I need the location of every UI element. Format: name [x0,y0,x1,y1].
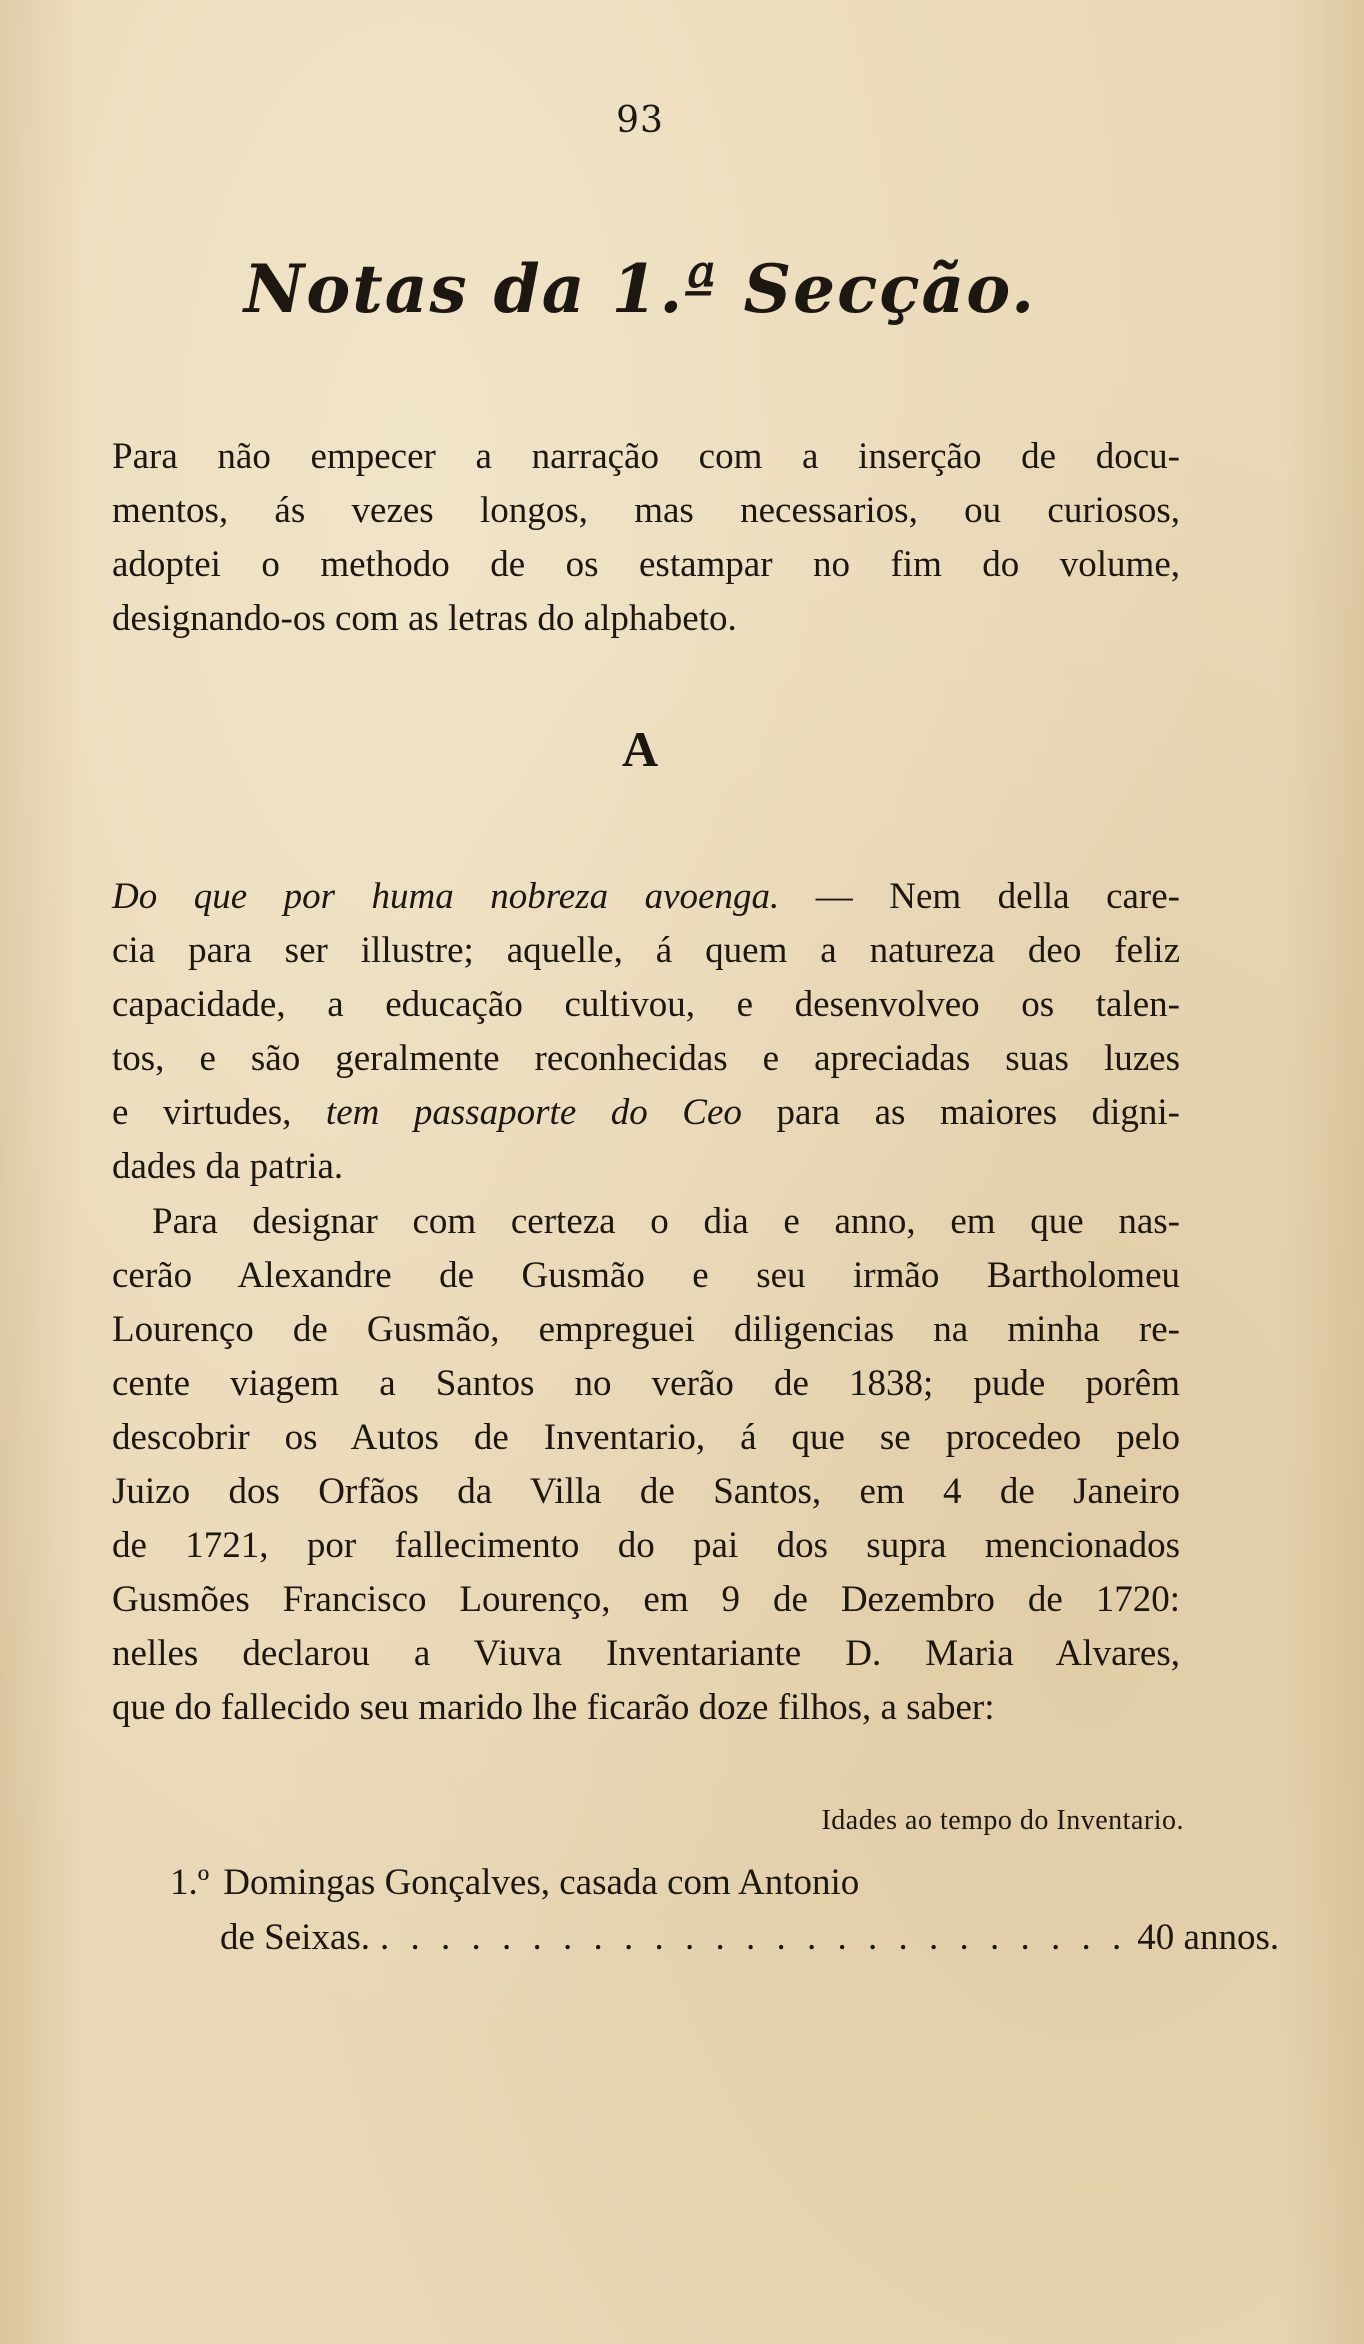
note-a-paragraph [112,870,1180,1194]
note-b-line: cente viagem a Santos no verão de 1838; pude porêm [112,1363,1180,1404]
page-number: 93 [616,100,664,141]
note-a-line: tos, e são geralmente reconhecidas e apreciadas suas luzes [112,1038,1180,1079]
note-a-line [112,870,1180,924]
note-a-line1-rest: — Nem della care- [779,876,1180,917]
intro-line: adoptei o methodo de os estampar no fim do volume, [112,544,1180,585]
section-title: Notas da 1.ª Secção. [243,250,1037,328]
intro-line: Para não empecer a narração com a inserção de docu- [112,436,1180,477]
intro-line: mentos, ás vezes longos, mas necessarios, ou curiosos, [112,490,1180,531]
note-a-line5-pre: e virtudes, [112,1092,326,1133]
note-letter-heading: A [621,721,659,777]
child-name-line1: Domingas Gonçalves, casada com Antonio [223,1862,860,1903]
note-b-line: Gusmões Francisco Lourenço, em 9 de Dezembro de 1720: [112,1579,1180,1620]
note-b-line: Juizo dos Orfãos da Villa de Santos, em 4 de Janeiro [112,1471,1180,1512]
note-a-line [112,1086,1180,1140]
note-b-line: Para designar com certeza o dia e anno, em que nas- [152,1201,1180,1242]
note-a-line5-post: para as maiores digni- [741,1092,1180,1133]
note-b-paragraph [112,1195,1180,1735]
note-a-italic-lead: Do que por huma nobreza avoenga. [112,876,780,917]
child-name-line2: de Seixas. [220,1917,371,1958]
note-a-line: dades da patria. [112,1146,344,1187]
ages-column-header: Idades ao tempo do Inventario. [821,1805,1184,1836]
child-entry-row2 [170,1910,1280,1965]
note-b-line: cerão Alexandre de Gusmão e seu irmão Bartholomeu [112,1255,1180,1296]
note-b-line: que do fallecido seu marido lhe ficarão doze filhos, a saber: [112,1687,995,1728]
child-entry-row1 [170,1855,1180,1910]
note-b-line: nelles declarou a Viuva Inventariante D. Maria Alvares, [112,1633,1180,1674]
note-a-line5-italic: tem passaporte do Ceo [325,1092,742,1133]
note-a-line: cia para ser illustre; aquelle, á quem a natureza deo feliz [112,930,1180,971]
intro-paragraph [112,430,1180,646]
child-number: 1.º [170,1862,210,1903]
note-b-line: Lourenço de Gusmão, empreguei diligencias na minha re- [112,1309,1180,1350]
note-a-line: capacidade, a educação cultivou, e desenvolveo os talen- [112,984,1180,1025]
note-b-line: descobrir os Autos de Inventario, á que se procedeo pelo [112,1417,1180,1458]
note-b-line: de 1721, por fallecimento do pai dos supra mencionados [112,1525,1180,1566]
child-age: 40 annos. [1137,1917,1280,1958]
intro-line: designando-os com as letras do alphabeto. [112,598,737,639]
child-list-item [170,1855,1280,1965]
leader-dots: . . . . . . . . . . . . . . . . . . . . . . . . . [380,1917,1128,1958]
